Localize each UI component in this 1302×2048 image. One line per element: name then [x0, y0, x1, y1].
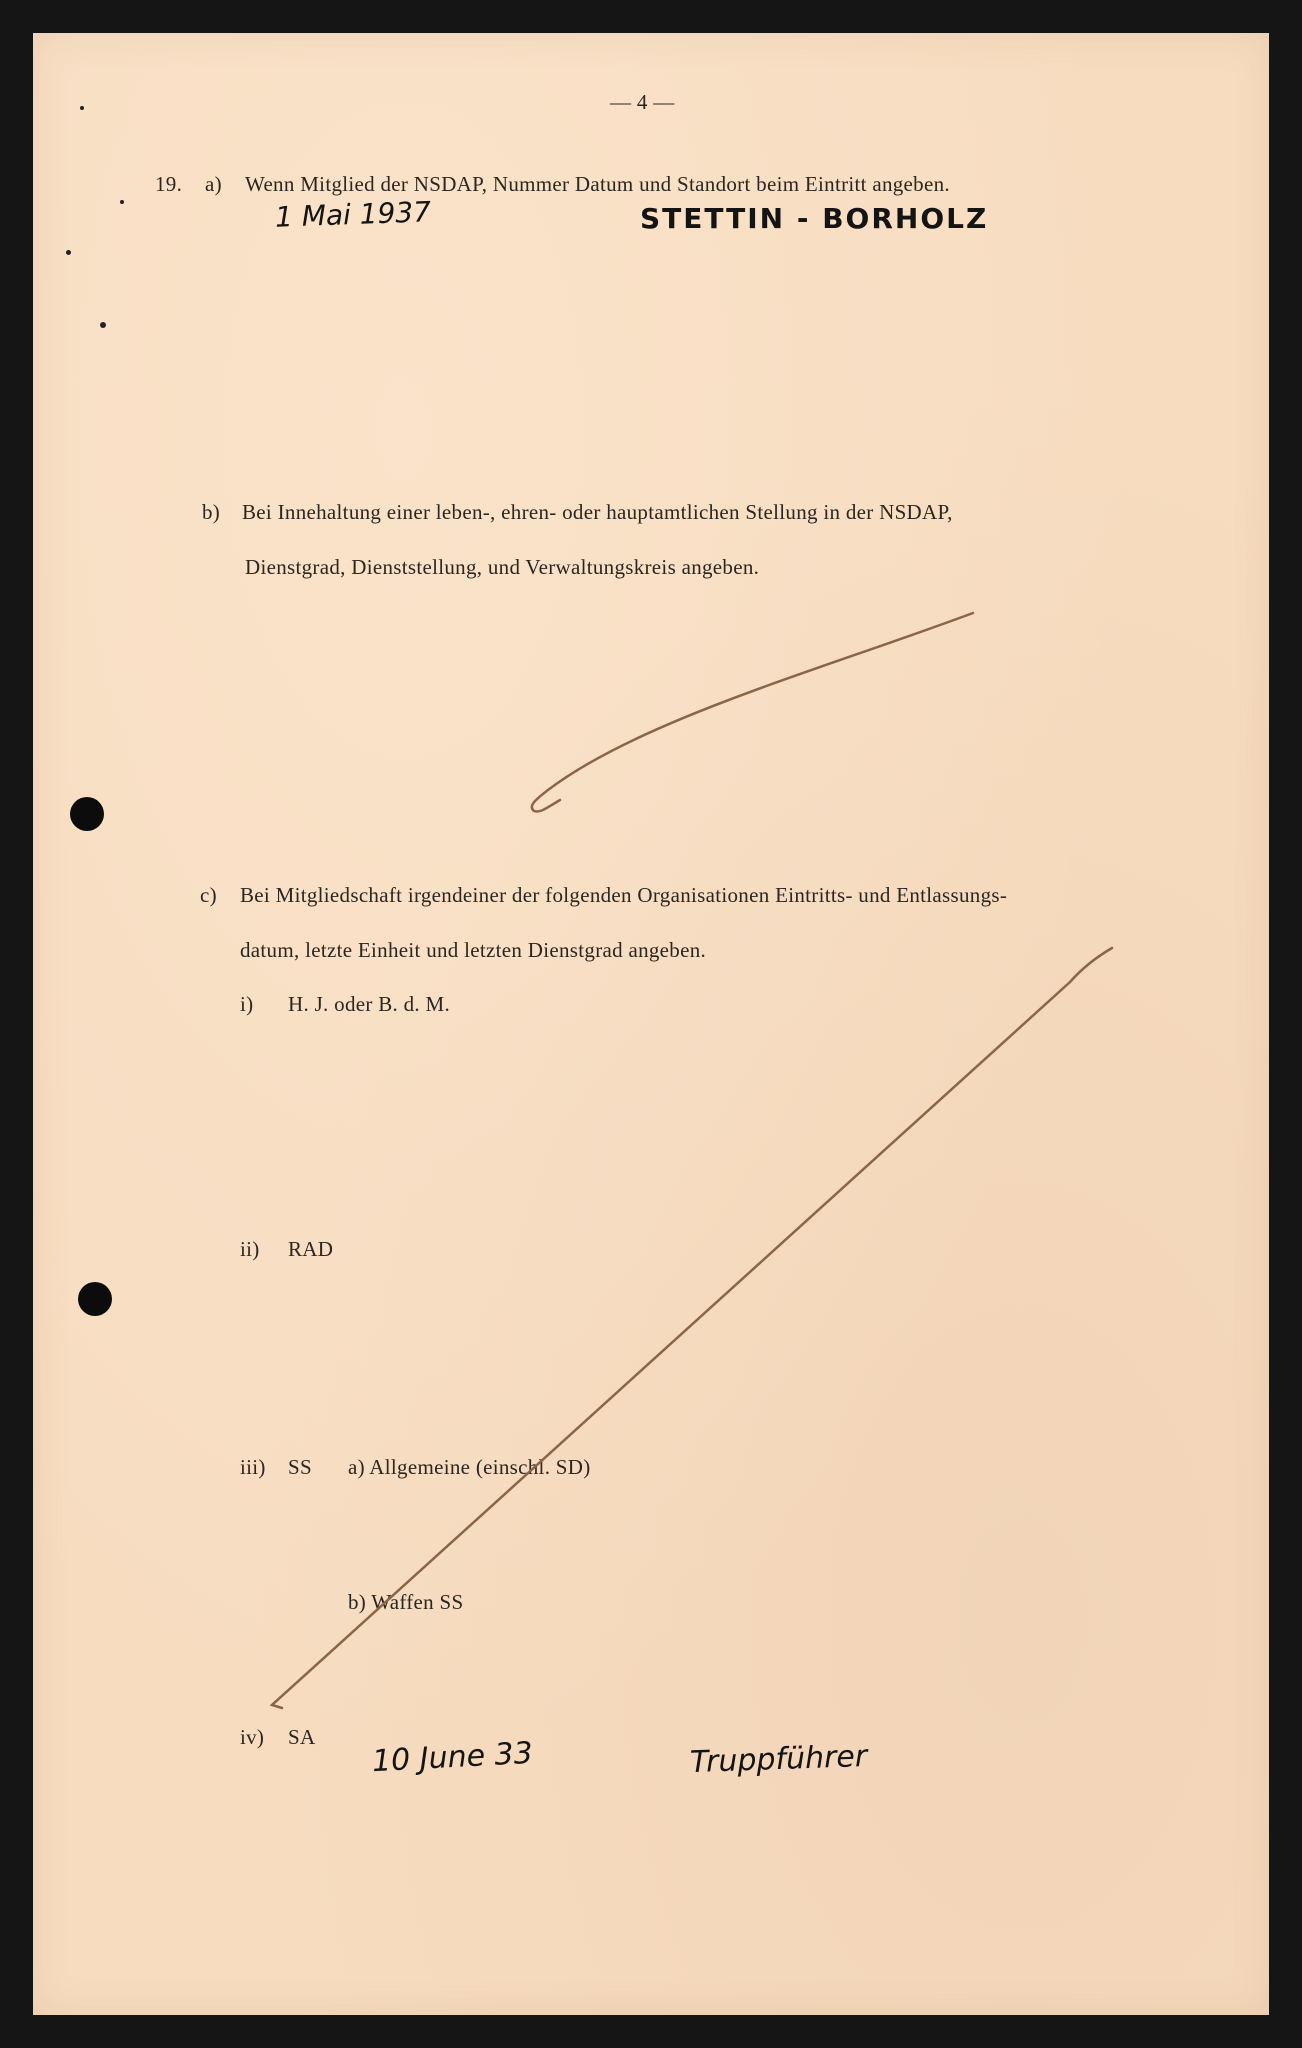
cancel-stroke-b	[532, 613, 973, 812]
question-a-text: Wenn Mitglied der NSDAP, Nummer Datum und Standort beim Eintritt angeben.	[245, 172, 950, 196]
item-ii-label: RAD	[288, 1237, 334, 1261]
handwritten-sa-rank: Truppführer	[689, 1738, 868, 1781]
question-a-marker: a)	[205, 172, 222, 196]
question-c-marker: c)	[200, 883, 217, 907]
item-i-label: H. J. oder B. d. M.	[288, 992, 451, 1016]
question-b-line1: Bei Innehaltung einer leben-, ehren- oder hauptamtlichen Stellung in der NSDAP,	[242, 500, 953, 524]
handwritten-nsdap-place: STETTIN - BORHOLZ	[640, 202, 989, 235]
item-i-marker: i)	[240, 992, 254, 1016]
item-iii-label: SS	[288, 1455, 312, 1479]
item-ii-marker: ii)	[240, 1237, 260, 1261]
item-iv-label: SA	[288, 1725, 316, 1749]
item-iii-sub-b: b) Waffen SS	[348, 1590, 464, 1614]
cancel-stroke-c	[272, 948, 1112, 1708]
question-c-line1: Bei Mitgliedschaft irgendeiner der folgenden Organisationen Eintritts- und Entlassungs-	[240, 883, 1008, 907]
item-iii-sub-a: a) Allgemeine (einschl. SD)	[348, 1455, 591, 1479]
item-iii-marker: iii)	[240, 1455, 266, 1479]
item-iv-marker: iv)	[240, 1725, 265, 1749]
handwritten-nsdap-date: 1 Mai 1937	[274, 195, 432, 234]
question-c-line2: datum, letzte Einheit und letzten Dienstgrad angeben.	[240, 938, 707, 962]
handwritten-sa-date: 10 June 33	[371, 1735, 534, 1780]
question-number: 19.	[155, 172, 183, 196]
page-number: — 4 —	[610, 90, 675, 114]
question-b-line2: Dienstgrad, Dienststellung, und Verwaltungskreis angeben.	[245, 555, 760, 579]
question-b-marker: b)	[202, 500, 221, 524]
